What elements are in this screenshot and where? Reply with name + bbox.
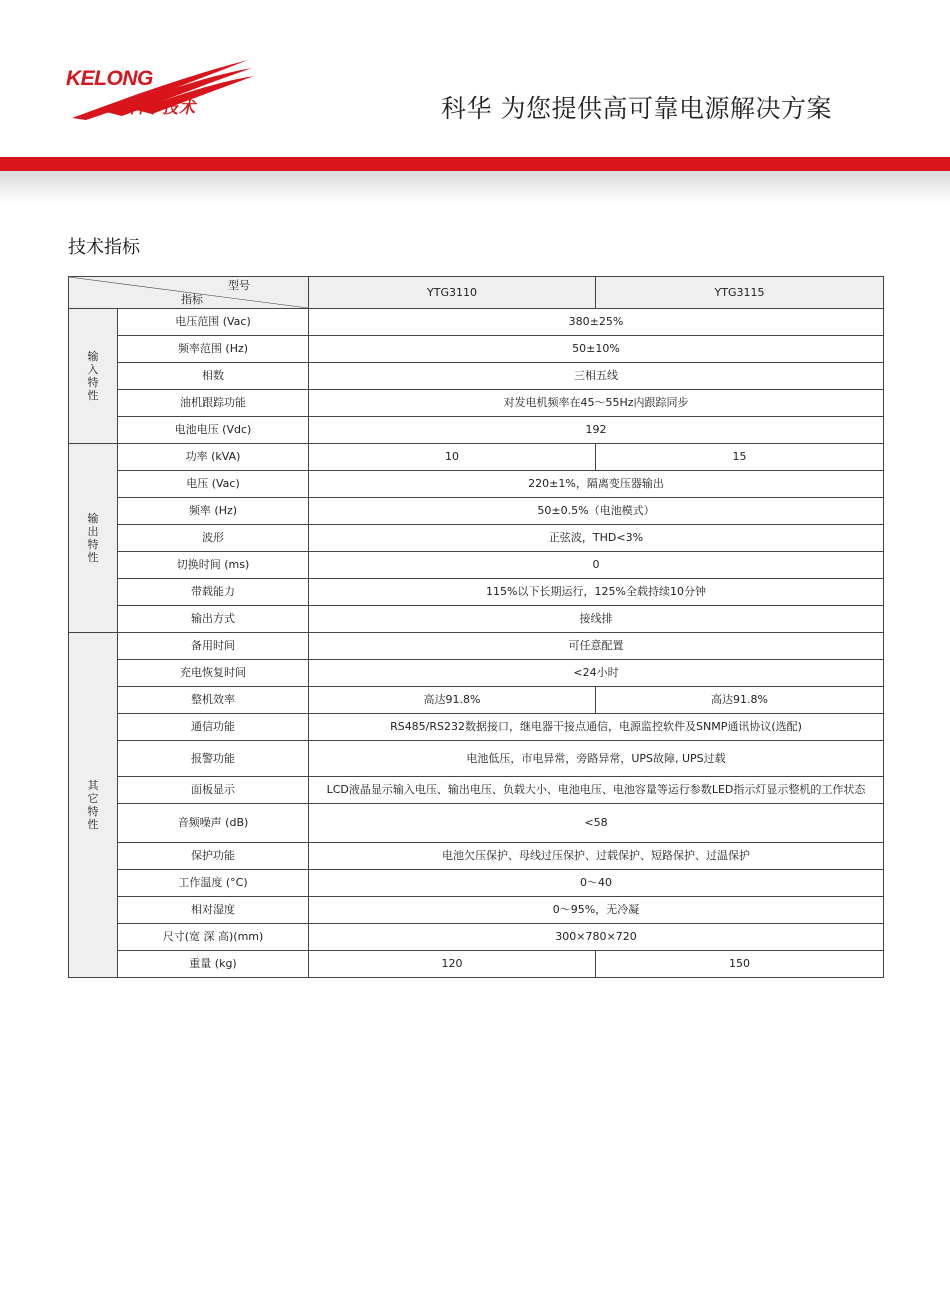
spec-value-cell: 115%以下长期运行，125%全载持续10分钟 (309, 579, 884, 606)
spec-value-cell: 0～40 (309, 870, 884, 897)
spec-value-cell: LCD液晶显示输入电压、输出电压、负载大小、电池电压、电池容量等运行参数LED指示灯显示整机的工作状态 (309, 777, 884, 804)
spec-label-cell: 输出方式 (118, 606, 309, 633)
table-row (69, 336, 884, 363)
spec-value-cell: RS485/RS232数据接口，继电器干接点通信，电源监控软件及SNMP通讯协议(选配) (309, 714, 884, 741)
table-row (69, 777, 884, 804)
group-label-char: 特 (87, 538, 99, 551)
spec-table (68, 276, 884, 978)
spec-value-cell: 50±0.5%（电池模式） (309, 498, 884, 525)
spec-label-cell: 油机跟踪功能 (118, 390, 309, 417)
table-row (69, 804, 884, 843)
spec-value-cell: 50±10% (309, 336, 884, 363)
header-slogan: 科华 为您提供高可靠电源解决方案 (441, 94, 832, 123)
spec-label-cell: 尺寸(宽 深 高)(mm) (118, 924, 309, 951)
group-label-char: 性 (87, 389, 99, 403)
table-row (69, 714, 884, 741)
spec-value-cell: 380±25% (309, 309, 884, 336)
spec-value-cell: 对发电机频率在45～55Hz内跟踪同步 (309, 390, 884, 417)
table-row (69, 525, 884, 552)
spec-value-cell: 三相五线 (309, 363, 884, 390)
spec-label-cell: 报警功能 (118, 741, 309, 777)
spec-label-cell: 保护功能 (118, 843, 309, 870)
spec-value-cell: 电池低压，市电异常，旁路异常，UPS故障, UPS过载 (309, 741, 884, 777)
spec-value-cell: 高达91.8% (309, 687, 596, 714)
spec-value-cell: <24小时 (309, 660, 884, 687)
spec-label-cell: 重量 (kg) (118, 951, 309, 978)
group-label-char: 入 (87, 362, 99, 376)
logo-chinese-name: 科华技术 (128, 98, 197, 117)
table-row (69, 687, 884, 714)
spec-value-cell: 10 (309, 444, 596, 471)
table-row (69, 552, 884, 579)
spec-label-cell: 功率 (kVA) (118, 444, 309, 471)
header-grey-band (0, 171, 950, 205)
table-row (69, 498, 884, 525)
spec-value-cell: 0～95%，无冷凝 (309, 897, 884, 924)
spec-label-cell: 音频噪声 (dB) (118, 804, 309, 843)
table-row (69, 660, 884, 687)
table-row (69, 444, 884, 471)
model-header-ytg3115: YTG3115 (596, 277, 884, 309)
group-label-char: 特 (87, 376, 99, 389)
table-row (69, 606, 884, 633)
spec-label-cell: 频率 (Hz) (118, 498, 309, 525)
table-row (69, 897, 884, 924)
spec-label-cell: 电池电压 (Vdc) (118, 417, 309, 444)
model-header-ytg3110: YTG3110 (309, 277, 596, 309)
group-label-cell (69, 444, 118, 633)
group-label-cell (69, 633, 118, 978)
group-label-char: 其 (87, 778, 99, 792)
group-label-cell (69, 309, 118, 444)
spec-value-cell: 150 (596, 951, 884, 978)
group-label-char: 出 (87, 524, 99, 538)
spec-value-cell: 0 (309, 552, 884, 579)
table-corner-cell (69, 277, 309, 309)
spec-label-cell: 面板显示 (118, 777, 309, 804)
spec-label-cell: 电压 (Vac) (118, 471, 309, 498)
group-label-char: 输 (87, 349, 99, 363)
group-label-char: 输 (87, 511, 99, 525)
table-header-row (69, 277, 884, 309)
corner-model-label: 型号 (228, 279, 250, 292)
table-row (69, 843, 884, 870)
spec-value-cell: 120 (309, 951, 596, 978)
table-row (69, 741, 884, 777)
logo-wordmark: KELONG (66, 67, 153, 90)
table-row (69, 390, 884, 417)
spec-value-cell: 正弦波，THD<3% (309, 525, 884, 552)
spec-label-cell: 带载能力 (118, 579, 309, 606)
spec-value-cell: <58 (309, 804, 884, 843)
spec-label-cell: 相对湿度 (118, 897, 309, 924)
table-row (69, 417, 884, 444)
table-row (69, 924, 884, 951)
spec-label-cell: 切换时间 (ms) (118, 552, 309, 579)
spec-label-cell: 波形 (118, 525, 309, 552)
kelong-logo (66, 58, 256, 124)
spec-value-cell: 接线排 (309, 606, 884, 633)
table-row (69, 579, 884, 606)
spec-label-cell: 相数 (118, 363, 309, 390)
spec-value-cell: 15 (596, 444, 884, 471)
table-row (69, 363, 884, 390)
header-red-band (0, 157, 950, 171)
group-label-char: 特 (87, 805, 99, 818)
table-row (69, 309, 884, 336)
table-row (69, 870, 884, 897)
spec-value-cell: 高达91.8% (596, 687, 884, 714)
group-label-char: 性 (87, 818, 99, 832)
spec-label-cell: 电压范围 (Vac) (118, 309, 309, 336)
spec-value-cell: 220±1%，隔离变压器输出 (309, 471, 884, 498)
spec-label-cell: 备用时间 (118, 633, 309, 660)
table-row (69, 633, 884, 660)
spec-label-cell: 工作温度 (°C) (118, 870, 309, 897)
section-title: 技术指标 (68, 237, 140, 258)
spec-value-cell: 300×780×720 (309, 924, 884, 951)
spec-label-cell: 充电恢复时间 (118, 660, 309, 687)
spec-label-cell: 频率范围 (Hz) (118, 336, 309, 363)
spec-label-cell: 整机效率 (118, 687, 309, 714)
group-label-char: 它 (87, 791, 99, 805)
spec-value-cell: 192 (309, 417, 884, 444)
group-label-char: 性 (87, 551, 99, 565)
table-row (69, 951, 884, 978)
corner-spec-label: 指标 (181, 292, 203, 306)
table-row (69, 471, 884, 498)
spec-label-cell: 通信功能 (118, 714, 309, 741)
spec-value-cell: 电池欠压保护、母线过压保护、过载保护、短路保护、过温保护 (309, 843, 884, 870)
spec-value-cell: 可任意配置 (309, 633, 884, 660)
